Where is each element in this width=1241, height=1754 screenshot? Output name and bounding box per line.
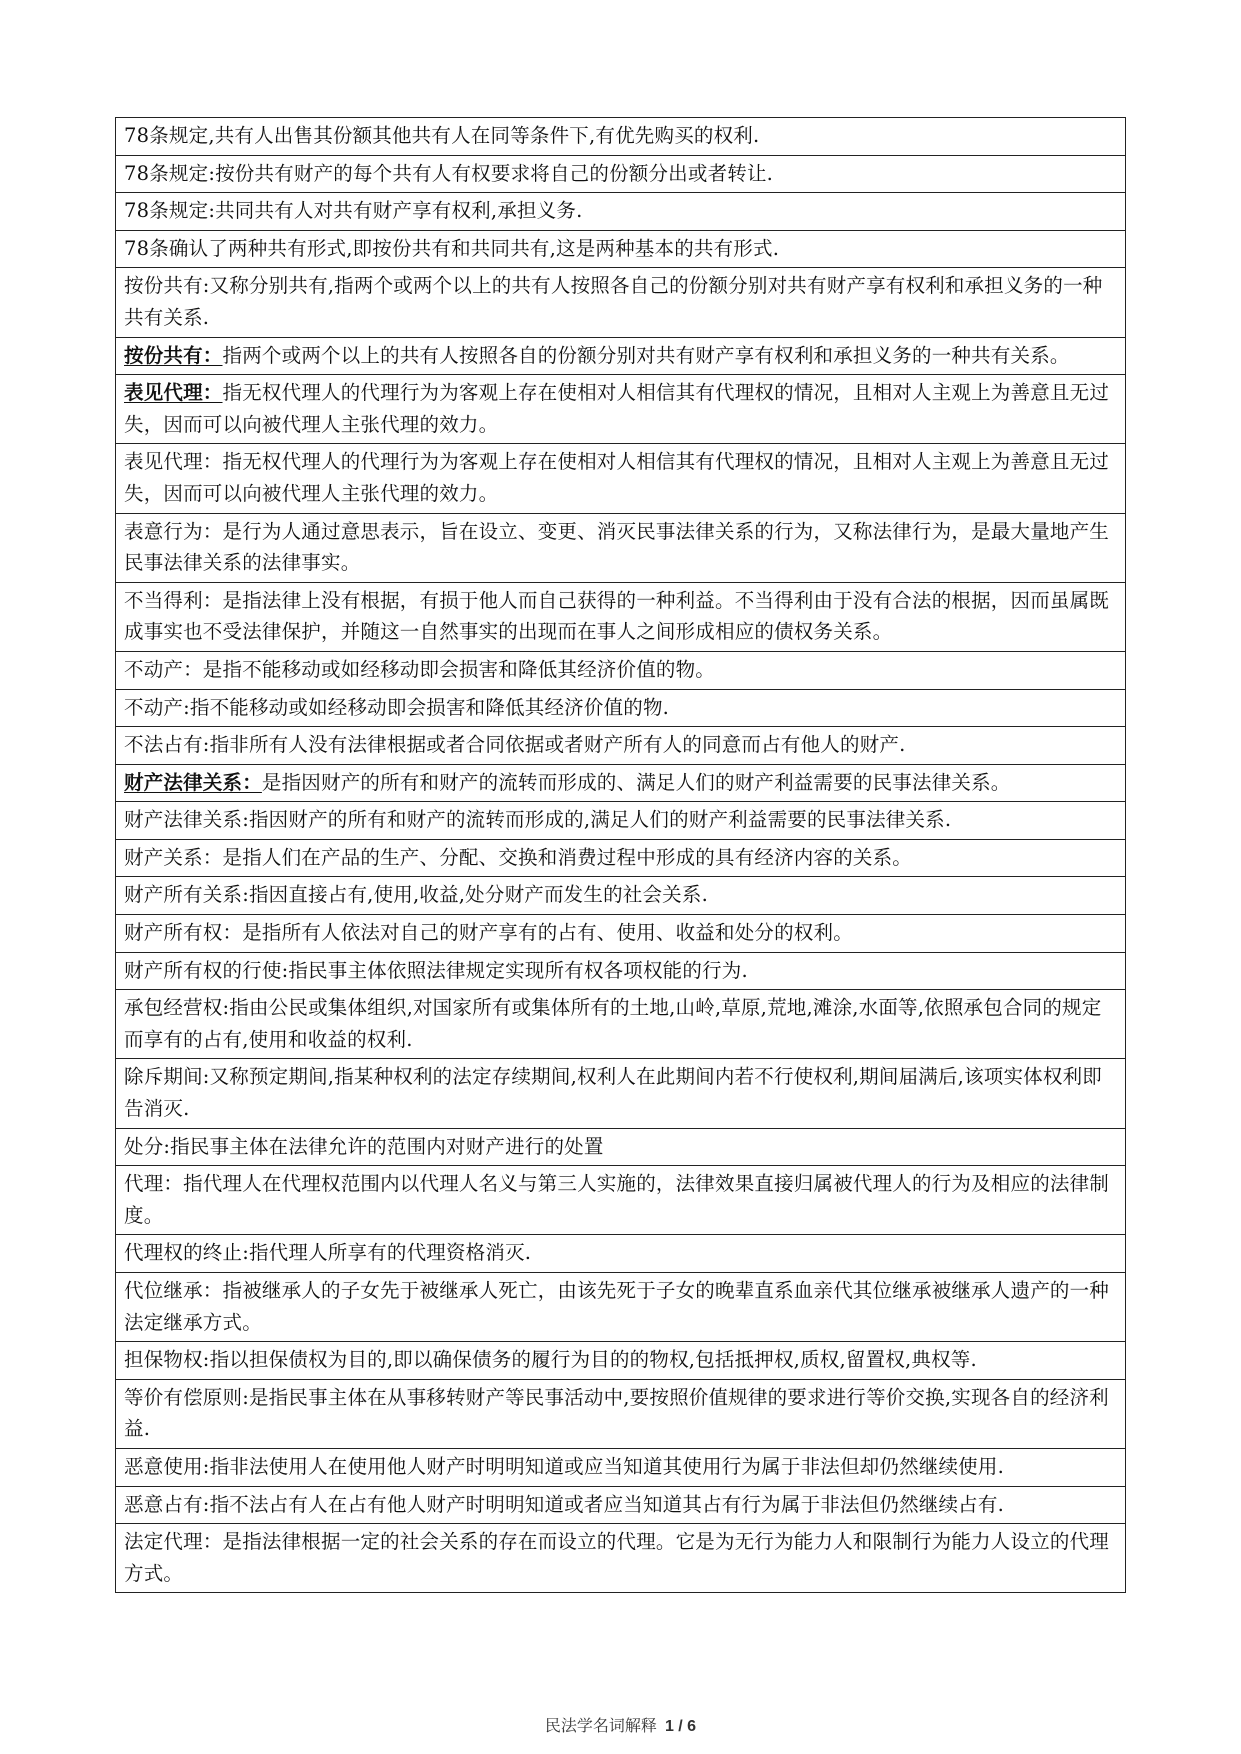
table-row	[116, 337, 1126, 375]
entry-text: 财产法律关系:指因财产的所有和财产的流转而形成的,满足人们的财产利益需要的民事法律关系.	[124, 808, 952, 832]
glossary-entry	[116, 230, 1126, 268]
glossary-entry	[116, 689, 1126, 727]
glossary-entry	[116, 1059, 1126, 1128]
entry-text: 指无权代理人的代理行为为客观上存在使相对人相信其有代理权的情况，且相对人主观上为善意且无过失，因而可以向被代理人主张代理的效力。	[124, 381, 1110, 436]
page-footer	[0, 1716, 1241, 1737]
entry-text: 按份共有:又称分别共有,指两个或两个以上的共有人按照各自己的份额分别对共有财产享有权利和承担义务的一种共有关系.	[124, 274, 1103, 329]
glossary-entry	[116, 915, 1126, 953]
table-row	[116, 1166, 1126, 1235]
glossary-entry	[116, 839, 1126, 877]
table-row	[116, 1059, 1126, 1128]
table-row	[116, 990, 1126, 1059]
table-row	[116, 268, 1126, 337]
glossary-entry	[116, 1379, 1126, 1448]
glossary-entry	[116, 582, 1126, 651]
table-row	[116, 727, 1126, 765]
table-row	[116, 877, 1126, 915]
table-row	[116, 651, 1126, 689]
entry-text: 78条规定:按份共有财产的每个共有人有权要求将自己的份额分出或者转让.	[124, 161, 774, 185]
table-row	[116, 1342, 1126, 1380]
entry-term: 表见代理：	[124, 381, 223, 405]
table-row	[116, 582, 1126, 651]
entry-text: 78条规定,共有人出售其份额其他共有人在同等条件下,有优先购买的权利.	[124, 124, 760, 147]
entry-text: 法定代理：是指法律根据一定的社会关系的存在而设立的代理。它是为无行为能力人和限制行为能力人设立的代理方式。	[124, 1530, 1110, 1585]
glossary-entry	[116, 193, 1126, 231]
entry-text: 恶意占有:指不法占有人在占有他人财产时明明知道或者应当知道其占有行为属于非法但仍然继续占有.	[124, 1492, 1004, 1516]
glossary-entry	[116, 1486, 1126, 1524]
glossary-entry	[116, 1342, 1126, 1380]
page-number: 1 / 6	[664, 1718, 697, 1735]
entry-text: 财产所有关系:指因直接占有,使用,收益,处分财产而发生的社会关系.	[124, 883, 708, 907]
glossary-table	[115, 117, 1126, 1593]
entry-text: 指两个或两个以上的共有人按照各自的份额分别对共有财产享有权利和承担义务的一种共有关系。	[222, 343, 1070, 367]
table-row	[116, 155, 1126, 193]
entry-text: 表见代理：指无权代理人的代理行为为客观上存在使相对人相信其有代理权的情况，且相对人主观上为善意且无过失，因而可以向被代理人主张代理的效力。	[124, 450, 1110, 505]
table-row	[116, 802, 1126, 840]
table-row	[116, 689, 1126, 727]
table-row	[116, 444, 1126, 513]
entry-text: 恶意使用:指非法使用人在使用他人财产时明明知道或应当知道其使用行为属于非法但却仍然继续使用.	[124, 1454, 1004, 1478]
table-row	[116, 193, 1126, 231]
entry-text: 不动产：是指不能移动或如经移动即会损害和降低其经济价值的物。	[124, 657, 716, 681]
table-row	[116, 118, 1126, 156]
table-row	[116, 375, 1126, 444]
glossary-entry	[116, 1273, 1126, 1342]
table-row	[116, 915, 1126, 953]
glossary-entry	[116, 952, 1126, 990]
glossary-entry	[116, 268, 1126, 337]
entry-text: 担保物权:指以担保债权为目的,即以确保债务的履行为目的的物权,包括抵押权,质权,留置权,典权等.	[124, 1348, 977, 1372]
glossary-entry	[116, 990, 1126, 1059]
entry-text: 承包经营权:指由公民或集体组织,对国家所有或集体所有的土地,山岭,草原,荒地,滩涂,水面等,依照承包合同的规定而享有的占有,使用和收益的权利.	[124, 996, 1102, 1051]
glossary-entry	[116, 877, 1126, 915]
glossary-entry	[116, 118, 1126, 156]
glossary-entry	[116, 1235, 1126, 1273]
table-row	[116, 1128, 1126, 1166]
entry-text: 代理：指代理人在代理权范围内以代理人名义与第三人实施的，法律效果直接归属被代理人的行为及相应的法律制度。	[124, 1172, 1110, 1227]
entry-text: 78条规定:共同共有人对共有财产享有权利,承担义务.	[124, 199, 583, 223]
entry-text: 除斥期间:又称预定期间,指某种权利的法定存续期间,权利人在此期间内若不行使权利,期间届满后,该项实体权利即告消灭.	[124, 1065, 1102, 1121]
entry-text: 不法占有:指非所有人没有法律根据或者合同依据或者财产所有人的同意而占有他人的财产.	[124, 733, 906, 757]
entry-text: 78条确认了两种共有形式,即按份共有和共同共有,这是两种基本的共有形式.	[124, 236, 780, 260]
entry-text: 不当得利：是指法律上没有根据，有损于他人而自己获得的一种利益。不当得利由于没有合法的根据，因而虽属既成事实也不受法律保护，并随这一自然事实的出现而在事人之间形成相应的债权务关系。	[124, 588, 1110, 644]
table-row	[116, 839, 1126, 877]
glossary-entry	[116, 1128, 1126, 1166]
glossary-entry	[116, 155, 1126, 193]
glossary-entry	[116, 375, 1126, 444]
entry-text: 代理权的终止:指代理人所享有的代理资格消灭.	[124, 1241, 532, 1265]
entry-term: 按份共有：	[124, 343, 223, 367]
glossary-body	[116, 118, 1126, 1593]
glossary-entry	[116, 764, 1126, 802]
table-row	[116, 1486, 1126, 1524]
entry-text: 财产所有权的行使:指民事主体依照法律规定实现所有权各项权能的行为.	[124, 958, 748, 982]
table-row	[116, 1273, 1126, 1342]
entry-text: 财产关系：是指人们在产品的生产、分配、交换和消费过程中形成的具有经济内容的关系。	[124, 845, 913, 869]
entry-text: 等价有偿原则:是指民事主体在从事移转财产等民事活动中,要按照价值规律的要求进行等价交换,实现各自的经济利益.	[124, 1385, 1109, 1441]
glossary-entry	[116, 727, 1126, 765]
glossary-entry	[116, 513, 1126, 582]
table-row	[116, 513, 1126, 582]
document-title: 民法学名词解释	[544, 1716, 657, 1735]
table-row	[116, 1379, 1126, 1448]
glossary-entry	[116, 1524, 1126, 1593]
glossary-entry	[116, 1448, 1126, 1486]
glossary-entry	[116, 444, 1126, 513]
entry-text: 财产所有权：是指所有人依法对自己的财产享有的占有、使用、收益和处分的权利。	[124, 921, 853, 945]
table-row	[116, 1524, 1126, 1593]
glossary-entry	[116, 651, 1126, 689]
entry-term: 财产法律关系：	[124, 770, 262, 794]
glossary-entry	[116, 337, 1126, 375]
entry-text: 是指因财产的所有和财产的流转而形成的、满足人们的财产利益需要的民事法律关系。	[261, 770, 1011, 794]
table-row	[116, 1448, 1126, 1486]
glossary-entry	[116, 802, 1126, 840]
table-row	[116, 952, 1126, 990]
glossary-entry	[116, 1166, 1126, 1235]
table-row	[116, 230, 1126, 268]
entry-text: 代位继承：指被继承人的子女先于被继承人死亡，由该先死于子女的晚辈直系血亲代其位继承被继承人遗产的一种法定继承方式。	[124, 1279, 1110, 1334]
entry-text: 表意行为：是行为人通过意思表示，旨在设立、变更、消灭民事法律关系的行为，又称法律行为，是最大量地产生民事法律关系的法律事实。	[124, 519, 1110, 575]
entry-text: 处分:指民事主体在法律允许的范围内对财产进行的处置	[124, 1134, 604, 1158]
table-row	[116, 764, 1126, 802]
entry-text: 不动产:指不能移动或如经移动即会损害和降低其经济价值的物.	[124, 695, 670, 719]
table-row	[116, 1235, 1126, 1273]
